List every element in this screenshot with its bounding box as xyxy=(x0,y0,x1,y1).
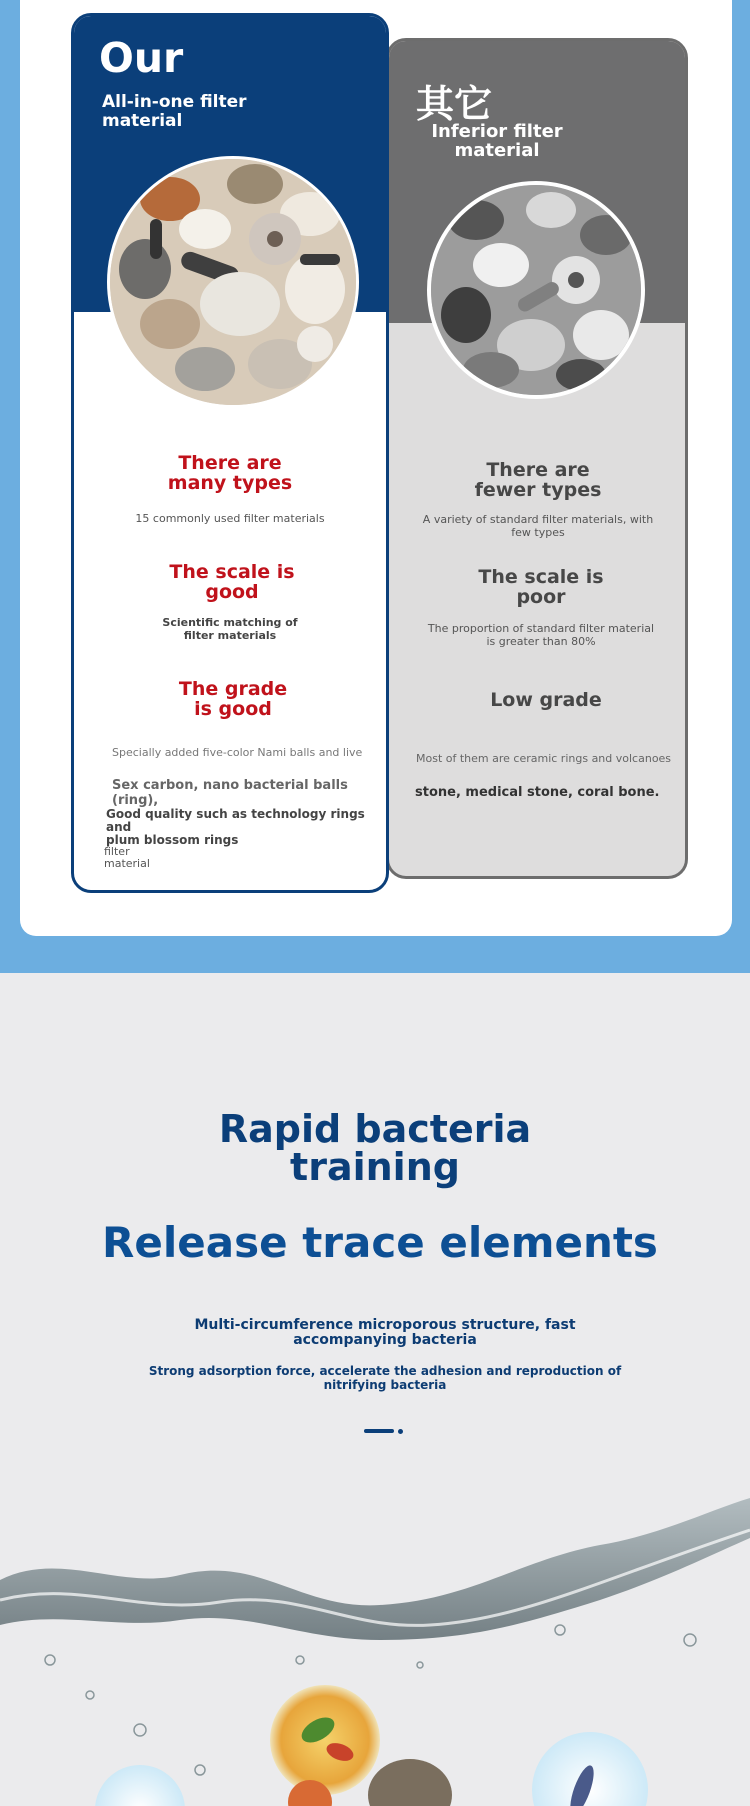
section-divider xyxy=(364,1429,394,1433)
our-feature-scale-desc: Scientific matching of filter materials xyxy=(162,616,298,642)
our-feature-grade-desc-4: filter material xyxy=(104,845,150,870)
inferior-feature-variety-desc: A variety of standard filter materials, with few types xyxy=(422,513,654,539)
our-feature-grade-desc-3: Good quality such as technology rings and plum blossom rings xyxy=(106,807,365,847)
bacteria-heading: Rapid bacteria training xyxy=(218,1107,532,1189)
our-feature-grade-title: The grade is good xyxy=(178,678,288,720)
our-feature-grade-desc-1: Specially added five-color Nami balls and live xyxy=(112,746,363,759)
our-card-subtitle: All-in-one filter material xyxy=(102,92,247,131)
our-feature-scale-title: The scale is good xyxy=(169,561,295,603)
inferior-card-title: 其它 xyxy=(416,82,493,126)
inferior-feature-scale-desc: The proportion of standard filter material is greater than 80% xyxy=(427,622,655,648)
our-filter-card xyxy=(71,13,389,893)
inferior-card-subtitle: Inferior filter material xyxy=(431,121,563,161)
inferior-filter-media-image xyxy=(427,181,645,399)
inferior-feature-grade-desc-1: Most of them are ceramic rings and volcanoes xyxy=(416,752,672,765)
inferior-filter-card xyxy=(386,38,688,879)
microporous-description: Multi-circumference microporous structure, fast accompanying bacteria xyxy=(194,1317,576,1348)
inferior-feature-variety-title: There are fewer types xyxy=(474,459,602,501)
grayscale-filter-media-icon xyxy=(431,185,641,395)
adsorption-description: Strong adsorption force, accelerate the adhesion and reproduction of nitrifying bacteria xyxy=(148,1364,622,1392)
inferior-feature-grade-title: Low grade xyxy=(490,689,602,711)
water-splash-bacteria-illustration xyxy=(0,1490,750,1806)
inferior-feature-grade-desc-2: stone, medical stone, coral bone. xyxy=(415,785,660,800)
our-feature-grade-desc-2: Sex carbon, nano bacterial balls (ring), xyxy=(112,778,348,808)
inferior-feature-scale-title: The scale is poor xyxy=(478,566,604,608)
trace-elements-heading: Release trace elements xyxy=(102,1218,658,1267)
section-divider-dot xyxy=(398,1429,403,1434)
our-card-title: Our xyxy=(99,34,184,82)
our-feature-variety-title: There are many types xyxy=(167,452,293,494)
mixed-filter-media-icon xyxy=(110,159,356,405)
our-filter-media-image xyxy=(107,156,359,408)
our-feature-variety-desc: 15 commonly used filter materials xyxy=(135,512,325,525)
